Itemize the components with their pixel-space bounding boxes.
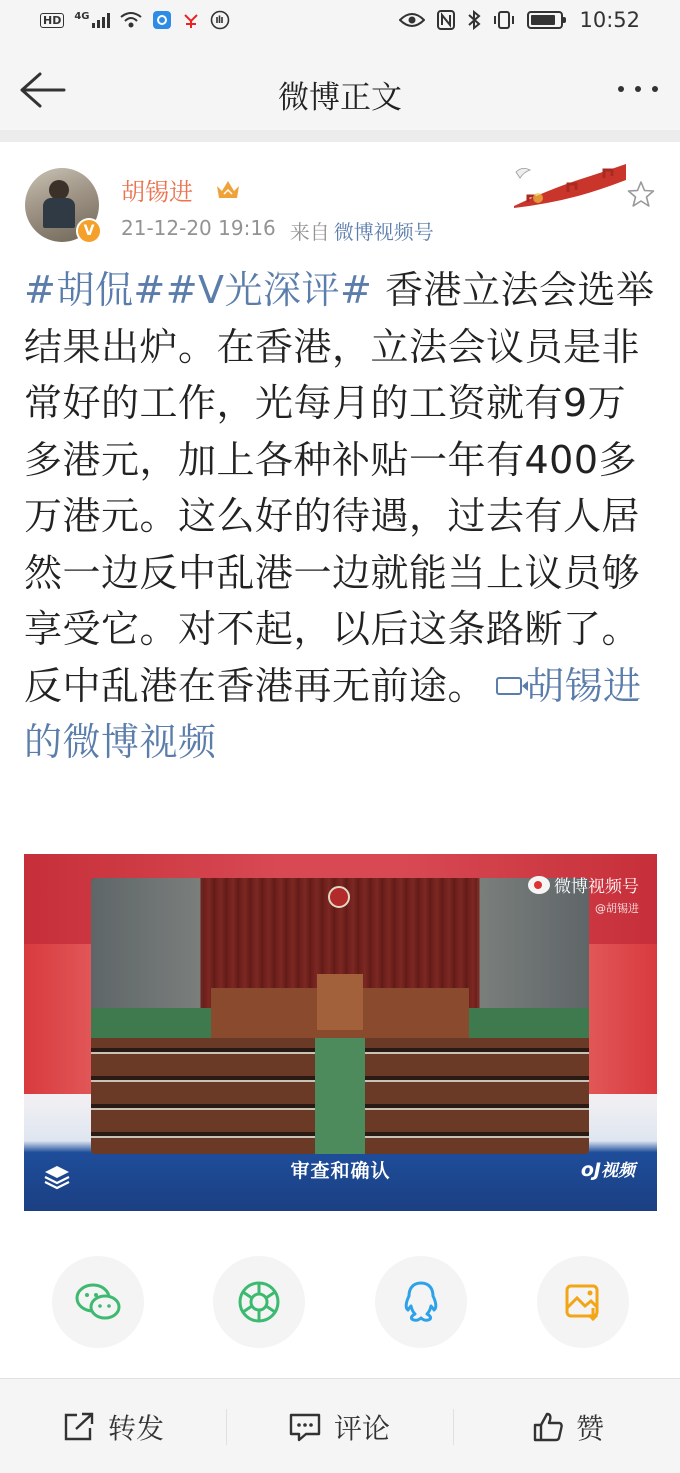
post-timestamp: 21-12-20 19:16 xyxy=(121,216,276,240)
like-button[interactable] xyxy=(532,1379,604,1473)
wifi-icon xyxy=(120,11,142,29)
network-type: 4G xyxy=(74,10,90,22)
video-frame xyxy=(91,878,589,1154)
nfc-icon xyxy=(437,10,455,30)
post-meta xyxy=(121,216,434,245)
eye-comfort-icon xyxy=(399,12,425,28)
page-title: 微博正文 xyxy=(278,80,402,116)
share-wechat-button[interactable] xyxy=(52,1256,144,1348)
divider xyxy=(0,130,680,142)
status-bar xyxy=(0,0,680,48)
qq-icon xyxy=(401,1280,441,1324)
pinduoduo-icon xyxy=(182,11,200,29)
comment-button[interactable] xyxy=(288,1379,390,1473)
post-body: 香港立法会选举结果出炉。在香港，立法会议员是非常好的工作，光每月的工资就有9万多港元，加上各种补贴一年有400多万港元。这么好的待遇，过去有人居然一边反中乱港一边就能当上议员够享受它。对不起，以后这条路断了。反中乱港在香港再无前途。 xyxy=(24,268,655,708)
source-prefix: 来自 xyxy=(289,220,330,244)
wechat-icon xyxy=(74,1281,122,1323)
more-dots-icon[interactable] xyxy=(618,86,658,92)
video-watermark xyxy=(528,872,639,916)
great-wall-decoration-icon xyxy=(508,150,630,210)
like-label: 赞 xyxy=(576,1411,605,1445)
comment-label: 评论 xyxy=(334,1411,391,1445)
vibrate-icon xyxy=(493,10,515,30)
comment-icon xyxy=(288,1411,322,1443)
signal-icon xyxy=(92,12,110,28)
favorite-star-icon[interactable] xyxy=(627,180,655,208)
post-source-link[interactable]: 微博视频号 xyxy=(333,220,434,244)
clock: 10:52 xyxy=(579,8,640,32)
hd-icon: HD xyxy=(40,13,64,28)
battery-icon xyxy=(527,11,563,29)
post-text xyxy=(24,262,660,771)
watermark-user: @胡锡进 xyxy=(595,902,639,915)
verified-badge-icon: V xyxy=(76,218,102,244)
hand-icon xyxy=(210,10,230,30)
repost-button[interactable] xyxy=(62,1379,164,1473)
share-row xyxy=(0,1256,680,1348)
bluetooth-icon xyxy=(467,10,481,30)
video-link-icon xyxy=(496,677,522,695)
share-moments-button[interactable] xyxy=(213,1256,305,1348)
video-player[interactable] xyxy=(24,854,657,1211)
weibo-logo-icon xyxy=(528,876,550,894)
video-link[interactable]: 胡锡进的微博视频 xyxy=(24,663,642,764)
hashtag-link[interactable]: #胡侃# xyxy=(24,268,166,312)
share-qq-button[interactable] xyxy=(375,1256,467,1348)
save-image-icon xyxy=(563,1282,603,1322)
repost-icon xyxy=(62,1411,96,1443)
video-caption: 审查和确认 xyxy=(290,1160,391,1182)
bottom-action-bar xyxy=(0,1378,680,1473)
nav-bar xyxy=(0,48,680,130)
thumbs-up-icon xyxy=(532,1411,564,1443)
hashtag-link[interactable]: #V光深评# xyxy=(165,268,373,312)
save-image-button[interactable] xyxy=(537,1256,629,1348)
watermark-brand: 微博视频号 xyxy=(554,877,639,897)
app-notification-icon xyxy=(152,10,172,30)
hk-emblem-icon xyxy=(328,886,350,908)
author-name[interactable]: 胡锡进 xyxy=(121,178,193,206)
moments-icon xyxy=(237,1280,281,1324)
crown-icon xyxy=(215,178,241,200)
tv-logo: oJ视频 xyxy=(580,1159,635,1181)
repost-label: 转发 xyxy=(108,1411,165,1445)
